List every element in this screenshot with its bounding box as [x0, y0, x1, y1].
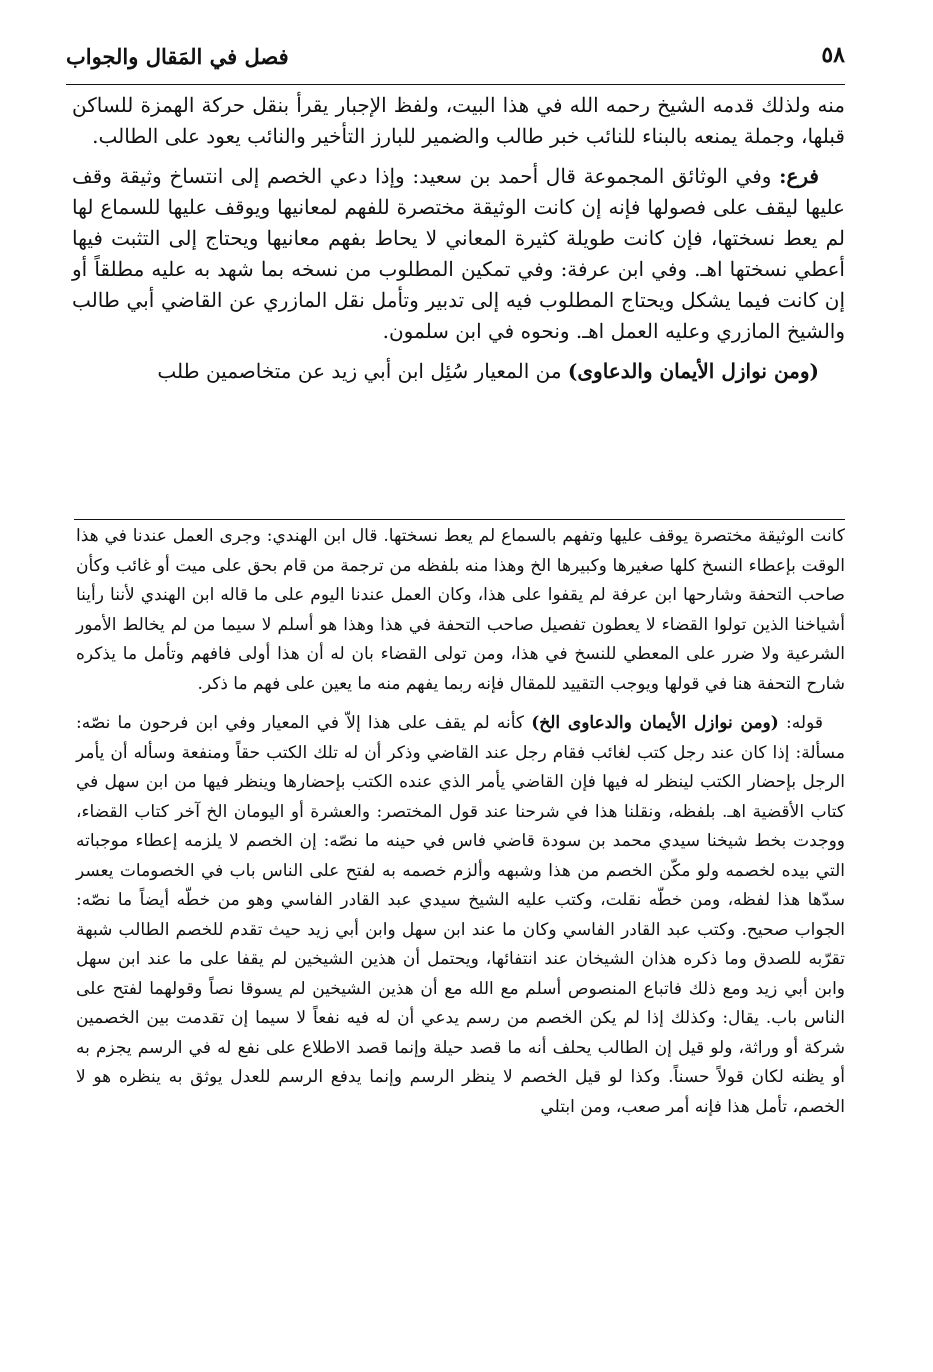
paragraph-lead: فرع:: [779, 164, 819, 188]
paragraph-lead: (ومن نوازل الأيمان والدعاوى): [567, 359, 819, 383]
footnote-lead: (ومن نوازل الأيمان والدعاوى الخ): [531, 713, 779, 733]
paragraph-text: منه ولذلك قدمه الشيخ رحمه الله في هذا البيت، ولفظ الإجبار يقرأ بنقل حركة الهمزة للساكن قبلها، وجملة يمنعه بالبناء للنائب خبر طالب والضمير للبارز التأخير والنائب يعود على الطالب.: [72, 93, 845, 148]
footnote-text: كأنه لم يقف على هذا إلاّ في المعيار وفي ابن فرحون ما نصّه: مسألة: إذا كان عند رجل كتب لغائب فقام رجل عند القاضي وذكر أن له تلك الكتب حقاً ومنفعة وسأله أن يأمر الرجل بإحضار الكتب لينظر له فيها فإن القاضي يأمر الذي عنده الكتب بإحضارها وينظر فيها من ابن سهل في كتاب الأقضية اهـ. بلفظه، ونقلنا هذا في شرحنا عند قول المختصر: والعشرة أو اليومان الخ آخر كتاب القضاء، ووجدت بخط شيخنا سيدي محمد بن سودة قاضي فاس في حينه ما نصّه: إن الخصم لا يلزمه إعطاء موجباته التي بيده لخصمه ولو مكّن الخصم من هذا وشبهه وألزم خصمه به لفتح على الناس باب في الخصومات يعسر سدّها هذا لفظه، ومن خطّه نقلت، وكتب عليه الشيخ سيدي عبد القادر الفاسي وهو من خطّه أيضاً ما نصّه: الجواب صحيح. وكتب عبد القادر الفاسي وكان ما عند ابن سهل وابن أبي زيد حيث تقدم للخصم الطالب شبهة تقرّبه للصدق وما ذكره هذان الشيخان عند انتفائها، ويحتمل أن هذين الشيخين لم يقفا على ما عند ابن سهل وابن أبي زيد ومع ذلك فاتباع المنصوص أسلم مع الله مع أن هذين الشيخين لم يسوقا نصاً وقولهما لفتح على الناس باب. يقال: وكذلك إذا لم يكن الخصم من رسم يدعي أن له فيه نفعاً لا سيما إن تقدمت بين الخصمين شركة أو وراثة، ولو قيل إن الطالب يحلف أنه ما قصد حيلة وإنما قصد الاطلاع على نفع له في الرسم يجزم به أو يظنه لكان قولاً حسناً. وكذا لو قيل الخصم لا ينظر الرسم وإنما يدفع الرسم للعدل يوثق به ينظره هو لا الخصم، تأمل هذا فإنه أمر صعب، ومن ابتلي: [76, 713, 845, 1117]
main-paragraph-3: [72, 356, 845, 387]
footnote-paragraph-2: [76, 709, 845, 1122]
running-title: فصل في المَقال والجواب: [66, 44, 289, 69]
footnote-lead-prefix: قوله:: [778, 713, 823, 733]
paragraph-text: من المعيار سُئِل ابن أبي زيد عن متخاصمين طلب: [157, 359, 568, 383]
footnotes: [76, 522, 845, 1132]
main-text: [72, 90, 845, 396]
footnote-rule: [74, 519, 845, 520]
footnote-paragraph-1: [76, 522, 845, 699]
main-paragraph-1: [72, 90, 845, 152]
main-paragraph-2: [72, 161, 845, 347]
page-number: ٥٨: [821, 42, 845, 68]
footnote-text: كانت الوثيقة مختصرة يوقف عليها وتفهم بالسماع لم يعط نسختها. قال ابن الهندي: وجرى العمل عندنا في هذا الوقت بإعطاء النسخ كلها صغيرها وكبيرها الخ وهذا منه بلفظه من ترجمة من قام بحق على ميت أو غائب وكأن صاحب التحفة وشارحها ابن عرفة لم يقفوا على هذا، وكان العمل عندنا اليوم على ما قاله ابن الهندي لأننا رأينا أشياخنا الذين تولوا القضاء لا يعطون تفصيل صاحب التحفة في هذا وهذا هو أسلم لا سيما من لم يخالط الأمور الشرعية ولا ضرر على المعطي للنسخ في هذا، ومن تولى القضاء بان له أن هذا أولى فافهم وتأمل ما يذكره شارح التحفة هنا في قولها ويوجب التقييد للمقال فإنه ربما يفهم منه ما يعين على فهم ما ذكر.: [76, 526, 845, 694]
page-header: [66, 38, 845, 78]
paragraph-text: وفي الوثائق المجموعة قال أحمد بن سعيد: وإذا دعي الخصم إلى انتساخ وثيقة وقف عليها ليقف على فصولها فإنه إن كانت الوثيقة مختصرة للفهم لمعانيها ويوقف عليها للسماع لها لم يعط نسختها، فإن كانت طويلة كثيرة المعاني لا يحاط بفهم معانيها ويحتاج إلى التثبت فيها أعطي نسختها اهـ. وفي ابن عرفة: وفي تمكين المطلوب من نسخه بما شهد به عليه مطلقاً أو إن كانت فيما يشكل ويحتاج المطلوب فيه إلى تدبير وتأمل نقل المازري عن القاضي أبي طالب والشيخ المازري وعليه العمل اهـ. ونحوه في ابن سلمون.: [72, 164, 845, 343]
header-rule: [66, 84, 845, 85]
